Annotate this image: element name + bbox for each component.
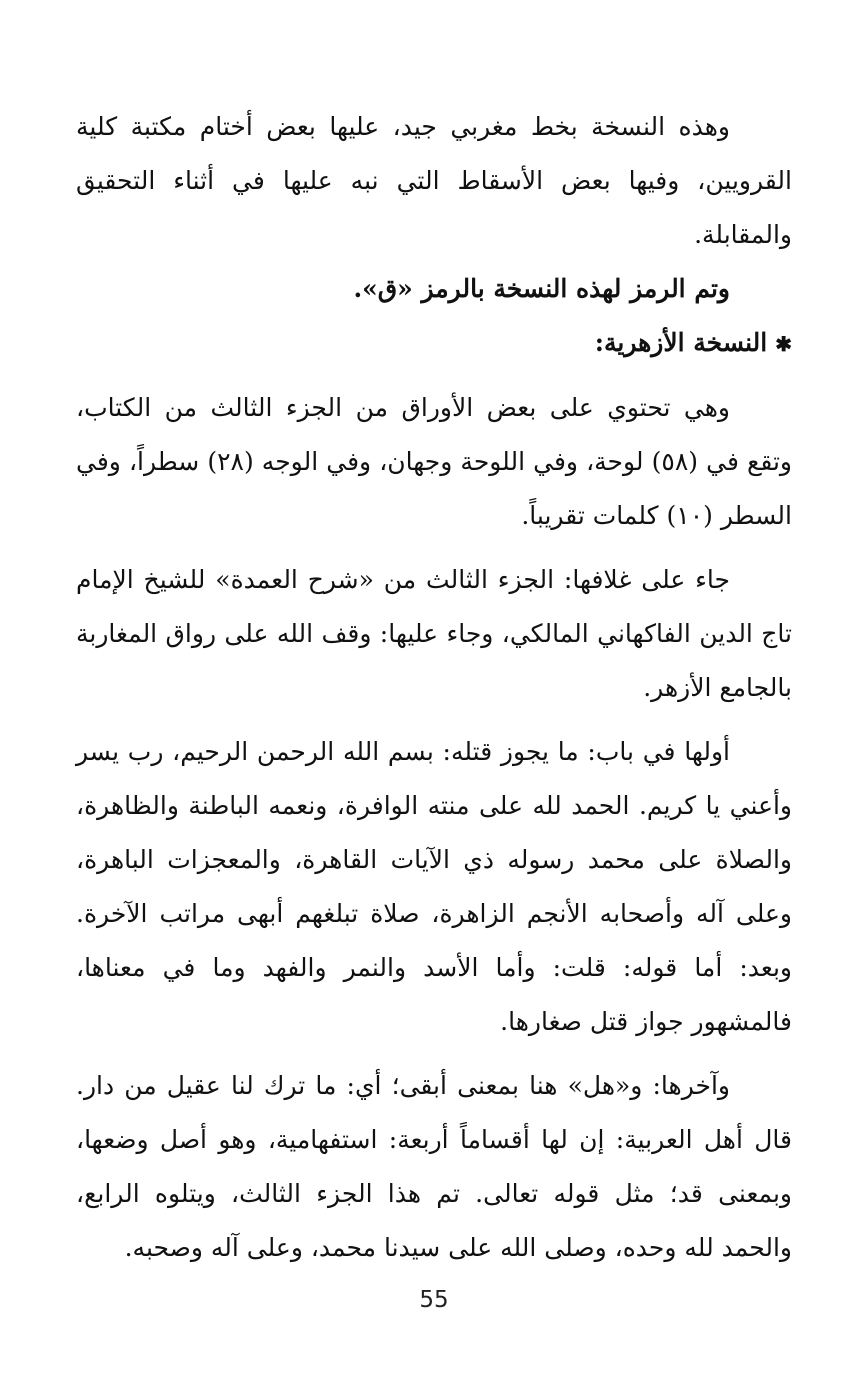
- page-body: [76, 100, 792, 1275]
- section-heading: [76, 316, 792, 371]
- paragraph-azhar-cover: جاء على غلافها: الجزء الثالث من «شرح العمدة» للشيخ الإمام تاج الدين الفاكهاني المالكي، وجاء عليها: وقف الله على رواق المغاربة بالجامع الأزهر.: [76, 565, 792, 702]
- asterisk-bullet-icon: ✱: [775, 332, 792, 356]
- paragraph-manuscript-symbol: وتم الرمز لهذه النسخة بالرمز «ق».: [353, 274, 730, 303]
- page-number: 55: [419, 1287, 449, 1313]
- paragraph-manuscript-description: وهذه النسخة بخط مغربي جيد، عليها بعض أختام مكتبة كلية القرويين، وفيها بعض الأسقاط التي نبه عليها في أثناء التحقيق والمقابلة.: [76, 112, 792, 249]
- paragraph-azhar-ending: وآخرها: و«هل» هنا بمعنى أبقى؛ أي: ما ترك لنا عقيل من دار. قال أهل العربية: إن لها أقساماً أربعة: استفهامية، وهو أصل وضعها، وبمعنى قد؛ مثل قوله تعالى. تم هذا الجزء الثالث، ويتلوه الرابع، والحمد لله وحده، وصلى الله على سيدنا محمد، وعلى آله وصحبه.: [76, 1071, 792, 1262]
- section-heading-text: النسخة الأزهرية:: [594, 328, 768, 357]
- paragraph-azhar-contents: وهي تحتوي على بعض الأوراق من الجزء الثالث من الكتاب، وتقع في (٥٨) لوحة، وفي اللوحة وجهان، وفي الوجه (٢٨) سطراً، وفي السطر (١٠) كلمات تقريباً.: [76, 393, 792, 530]
- paragraph-azhar-beginning: أولها في باب: ما يجوز قتله: بسم الله الرحمن الرحيم، رب يسر وأعني يا كريم. الحمد لله على منته الوافرة، ونعمه الباطنة والظاهرة، والصلاة على محمد رسوله ذي الآيات القاهرة، والمعجزات الباهرة، وعلى آله وأصحابه الأنجم الزاهرة، صلاة تبلغهم أبهى مراتب الآخرة. وبعد: أما قوله: قلت: وأما الأسد والنمر والفهد وما في معناها، فالمشهور جواز قتل صغارها.: [76, 737, 792, 1036]
